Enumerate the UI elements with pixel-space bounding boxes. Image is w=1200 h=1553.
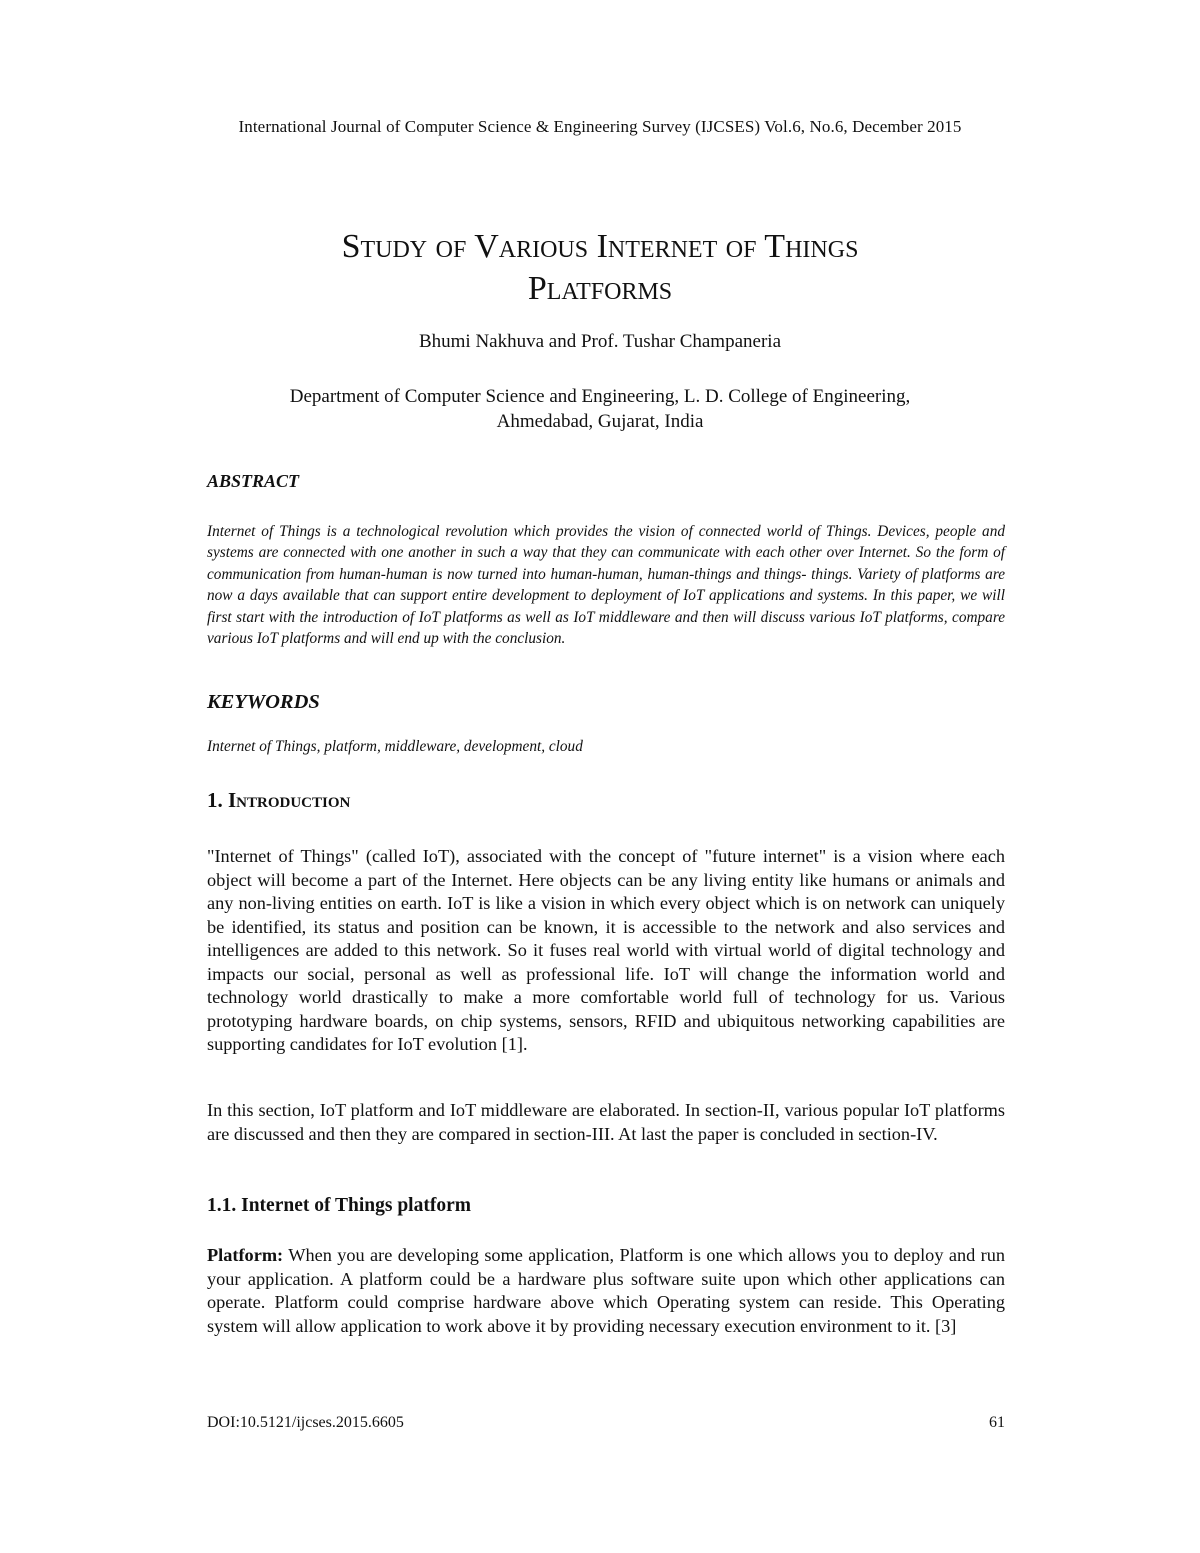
keywords-text: Internet of Things, platform, middleware, development, cloud (207, 738, 583, 755)
introduction-paragraph-2: In this section, IoT platform and IoT middleware are elaborated. In section-II, various popular IoT platforms are discussed and then they are compared in section-III. At last the paper is concluded in section-IV. (207, 1100, 1005, 1144)
paper-authors: Bhumi Nakhuva and Prof. Tushar Champaneria (418, 331, 781, 352)
platform-term: Platform: (207, 1245, 284, 1265)
affiliation-line-2: Ahmedabad, Gujarat, India (496, 411, 704, 432)
paper-title-line-1: Study of Various Internet of Things (341, 227, 859, 265)
affiliation-line-1: Department of Computer Science and Engineering, L. D. College of Engineering, (289, 386, 911, 407)
platform-definition: When you are developing some application, Platform is one which allows you to deploy and run your application. A platform could be a hardware plus software suite upon which other applications can operate. Platform could comprise hardware above which Operating system can reside. This Operating system will allow application to work above it by providing necessary execution environment to it. [3] (207, 1245, 1005, 1336)
paper-affiliation (0, 384, 1200, 434)
footer-doi: DOI:10.5121/ijcses.2015.6605 (207, 1414, 404, 1431)
abstract-text: Internet of Things is a technological revolution which provides the vision of connected world of Things. Devices, people and systems are connected with one another in such a way that they can communicate with each other over Internet. So the form of communication from human-human is now turned into human-human, human-things and things- things. Variety of platforms are now a days available that can support entire development to deployment of IoT applications and systems. In this paper, we will first start with the introduction of IoT platforms as well as IoT middleware and then will discuss various IoT platforms, compare various IoT platforms and will end up with the conclusion. (207, 523, 1005, 648)
paper-title (0, 226, 1200, 310)
journal-running-head: International Journal of Computer Science & Engineering Survey (IJCSES) Vol.6, No.6, December 2015 (238, 117, 962, 136)
platform-paragraph (207, 1244, 1005, 1338)
page-number: 61 (989, 1414, 1005, 1431)
subsection-heading: 1.1. Internet of Things platform (207, 1195, 471, 1216)
introduction-paragraph-1: "Internet of Things" (called IoT), associated with the concept of "future internet" is a vision where each object will become a part of the Internet. Here objects can be any living entity like humans or animals and any non-living entities on earth. IoT is like a vision in which every object which is on network can uniquely be identified, its status and position can be known, it is accessible to the network and also services and intelligences are added to this network. So it fuses real world with virtual world of digital technology and impacts our social, personal as well as professional life. IoT will change the information world and technology world drastically to make a more comfortable world full of technology for us. Various prototyping hardware boards, on chip systems, sensors, RFID and ubiquitous networking capabilities are supporting candidates for IoT evolution [1]. (207, 846, 1005, 1054)
section-heading-introduction: 1. Introduction (207, 788, 351, 812)
keywords-heading: KEYWORDS (207, 691, 320, 713)
abstract-heading: ABSTRACT (207, 471, 300, 491)
paper-title-line-2: Platforms (527, 269, 673, 307)
